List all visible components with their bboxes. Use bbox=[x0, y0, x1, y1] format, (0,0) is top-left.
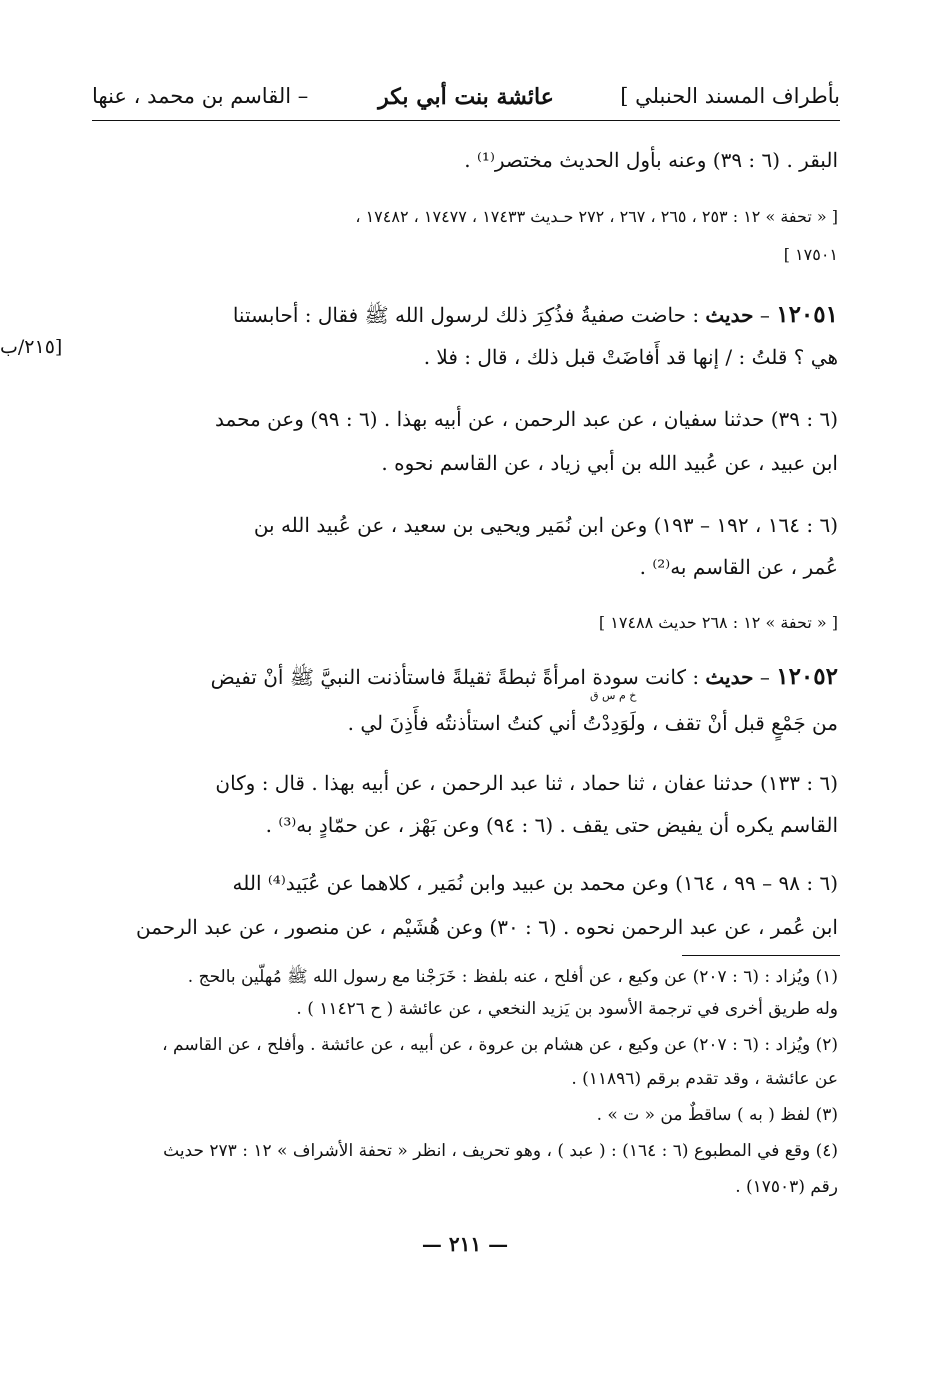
tuhfa-reference-cont: ١٧٥٠١ ] bbox=[783, 245, 838, 264]
footnote-separator bbox=[682, 955, 840, 956]
hadith-12051-line2: هي ؟ قلتُ : / إنها قد أَفاضَتْ قبل ذلك ، قال : فلا . bbox=[423, 345, 838, 369]
hadith-number: ١٢٠٥١ bbox=[776, 301, 838, 328]
isnad-line: ابن عبيد ، عن عُبيد الله بن أبي زياد ، عن القاسم نحوه . bbox=[381, 451, 838, 475]
hadith-dash: – bbox=[753, 665, 777, 689]
hadith-text: : كانت سودة امرأةً ثبطةً ثقيلةً فاستأذنت النبيَّ ﷺ أنْ تفيض bbox=[210, 665, 706, 689]
hadith-term: حديث bbox=[705, 303, 754, 327]
isnad-line: القاسم يكره أن يفيض حتى يقف . (٦ : ٩٤) وعن بَهْز ، عن حمّادٍ به⁽³⁾ . bbox=[265, 813, 838, 837]
footnote-2-cont: عن عائشة ، وقد تقدم برقم (١١٨٩٦) . bbox=[571, 1069, 838, 1089]
hadith-12051-line1 bbox=[90, 298, 838, 334]
isnad-line: (٦ : ٣٩) حدثنا سفيان ، عن عبد الرحمن ، عن أبيه بهذا . (٦ : ٩٩) وعن محمد bbox=[215, 407, 838, 431]
footnote-4-cont: رقم (١٧٥٠٣) . bbox=[735, 1177, 838, 1197]
footnote-4: (٤) وقع في المطبوع (٦ : ١٦٤) : ( عبد ) ، وهو تحريف ، انظر « تحفة الأشراف » ١٢ : ٢٧٣ حديث bbox=[163, 1141, 838, 1161]
margin-folio-note: [٢١٥/ب bbox=[0, 336, 63, 358]
isnad-line: (٦ : ١٣٣) حدثنا عفان ، ثنا حماد ، ثنا عبد الرحمن ، عن أبيه بهذا . قال : وكان bbox=[215, 771, 838, 795]
isnad-line: ابن عُمر ، عن عبد الرحمن نحوه . (٦ : ٣٠) وعن هُشَيْم ، عن منصور ، عن عبد الرحمن bbox=[136, 915, 838, 939]
page-number: — ٢١١ — bbox=[421, 1232, 509, 1256]
hadith-12052-line1 bbox=[90, 660, 838, 696]
hadith-12052-line2: من جَمْعٍ قبل أنْ تقف ، ولَوَدِدْتُ أني كنتُ استأذنتُه فأَذِنَ لي . bbox=[347, 711, 838, 735]
hadith-term: حديث bbox=[705, 665, 754, 689]
tuhfa-reference: [ « تحفة » ١٢ : ٢٥٣ ، ٢٦٥ ، ٢٦٧ ، ٢٧٢ حـديث ١٧٤٣٣ ، ١٧٤٧٧ ، ١٧٤٨٢ ، bbox=[355, 207, 838, 226]
isnad-line: (٦ : ١٦٤ ، ١٩٢ – ١٩٣) وعن ابن نُمَير ويحيى بن سعيد ، عن عُبيد الله بن bbox=[253, 513, 838, 537]
header-book-title: بأطراف المسند الحنبلي ] bbox=[620, 84, 840, 108]
hadith-text: : حاضت صفيةُ فذُكِرَ ذلك لرسول الله ﷺ فقال : أحابستنا bbox=[232, 303, 706, 327]
footnote-3: (٣) لفظ ( به ) ساقطٌ من « ت » . bbox=[596, 1105, 838, 1125]
collection-sigla: خ م س ق bbox=[590, 689, 637, 702]
hadith-number: ١٢٠٥٢ bbox=[776, 663, 838, 690]
tuhfa-reference: [ « تحفة » ١٢ : ٢٦٨ حديث ١٧٤٨٨ ] bbox=[598, 613, 838, 632]
footnote-2: (٢) ويُزاد : (٦ : ٢٠٧) عن وكيع ، عن هشام بن عروة ، عن أبيه ، عن عائشة . وأفلح ، عن القاسم ، bbox=[162, 1035, 838, 1055]
isnad-line: (٦ : ٩٨ – ٩٩ ، ١٦٤) وعن محمد بن عبيد وابن نُمَير ، كلاهما عن عُبَيد⁽⁴⁾ الله bbox=[232, 871, 838, 895]
isnad-line: عُمر ، عن القاسم به⁽²⁾ . bbox=[639, 555, 838, 579]
header-section-title: – القاسم بن محمد ، عنها bbox=[92, 84, 309, 108]
hadith-dash: – bbox=[753, 303, 777, 327]
footnote-1: (١) ويُزاد : (٦ : ٢٠٧) عن وكيع ، عن أفلح ، عنه بلفظ : خَرَجْنا مع رسول الله ﷺ مُهلّين بالحج . bbox=[187, 967, 838, 987]
intro-line: البقر . (٦ : ٣٩) وعنه بأول الحديث مختصر⁽¹⁾ . bbox=[464, 148, 838, 172]
running-header bbox=[92, 80, 840, 121]
footnote-1-cont: وله طريق أخرى في ترجمة الأسود بن يَزيد النخعي ، عن عائشة ( ح ١١٤٢٦ ) . bbox=[296, 999, 838, 1019]
header-chapter-title: عائشة بنت أبي بكر bbox=[378, 84, 554, 110]
